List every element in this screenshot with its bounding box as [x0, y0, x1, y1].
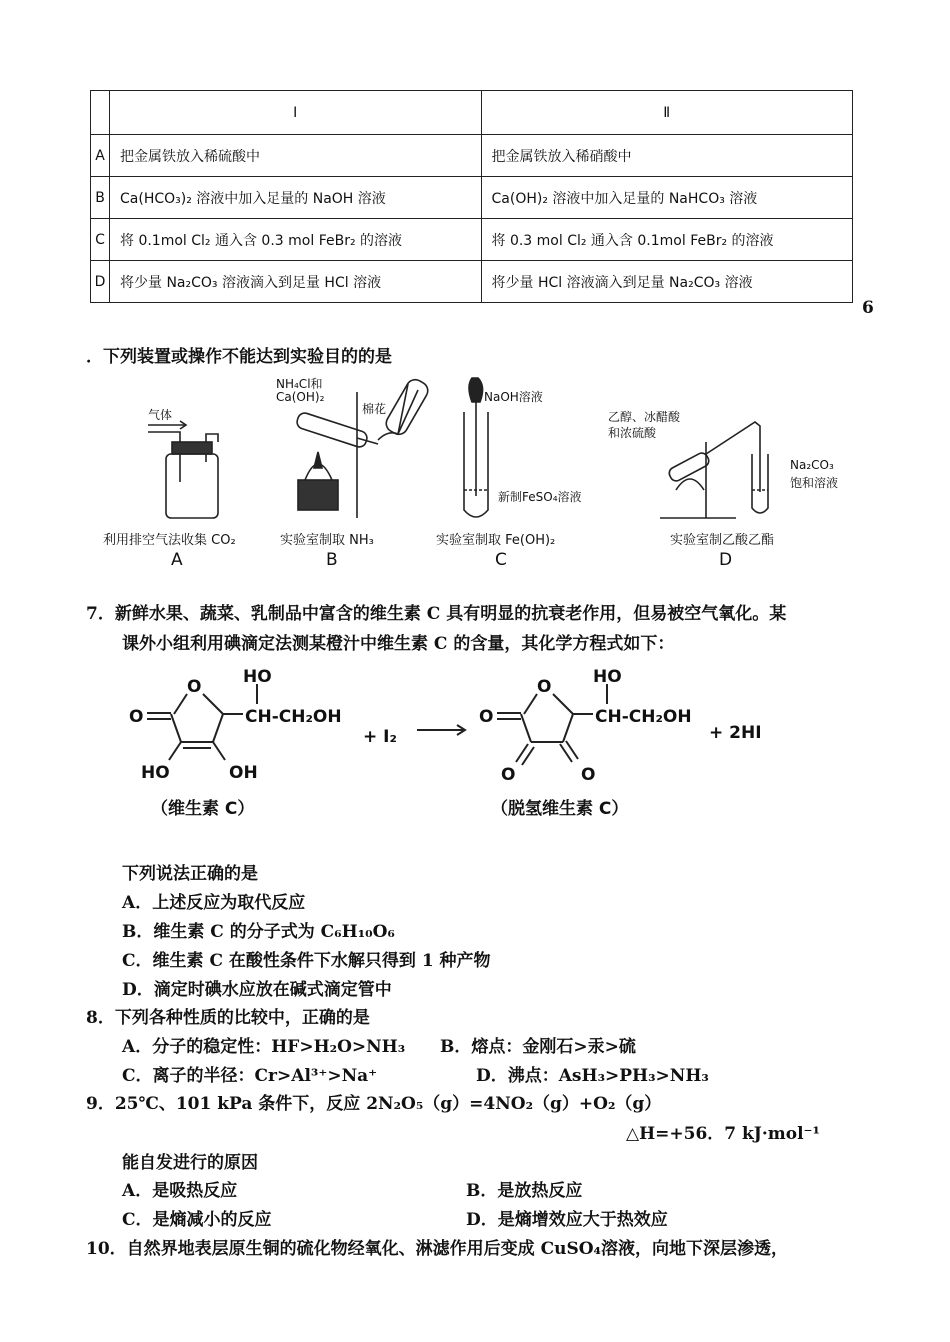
svg-text:O: O: [187, 677, 202, 697]
row-col1: Ca(HCO₃)₂ 溶液中加入足量的 NaOH 溶液: [110, 177, 482, 219]
letter-b: B: [326, 550, 338, 570]
q9-prompt: 能自发进行的原因: [122, 1153, 258, 1173]
letter-c: C: [495, 550, 507, 570]
svg-text:CH-CH₂OH: CH-CH₂OH: [245, 707, 342, 727]
label-nh4cl: NH₄Cl和: [276, 377, 323, 391]
label-feso4: 新制FeSO₄溶液: [498, 490, 582, 504]
svg-text:O: O: [501, 765, 516, 785]
label-na2co3: Na₂CO₃: [790, 458, 834, 472]
table-header-col2: Ⅱ: [481, 91, 853, 135]
svg-text:（维生素 C）: （维生素 C）: [151, 799, 255, 819]
svg-text:O: O: [479, 707, 494, 727]
table-header-row: [91, 91, 853, 135]
table-row: [91, 135, 853, 177]
table-row: [91, 261, 853, 303]
table-row: [91, 177, 853, 219]
q7-line2: 课外小组利用碘滴定法测某橙汁中维生素 C 的含量，其化学方程式如下：: [122, 634, 675, 654]
svg-text:+ I₂: + I₂: [363, 727, 397, 747]
svg-text:OH: OH: [229, 763, 258, 783]
row-col2: 将少量 HCl 溶液滴入到足量 Na₂CO₃ 溶液: [481, 261, 853, 303]
q6-apparatus-figure: [100, 372, 860, 522]
q8-option-a: A．分子的稳定性：HF>H₂O>NH₃: [122, 1037, 406, 1057]
caption-a: 利用排空气法收集 CO₂: [103, 533, 236, 548]
svg-text:O: O: [581, 765, 596, 785]
table-header-key: [91, 91, 110, 135]
q8-option-d: D．沸点：AsH₃>PH₃>NH₃: [476, 1066, 709, 1086]
q9-option-d: D．是熵增效应大于热效应: [466, 1210, 668, 1230]
ester-apparatus-icon: [660, 422, 768, 518]
svg-text:+ 2HI: + 2HI: [709, 723, 762, 743]
q6-stem: ．下列装置或操作不能达到实验目的的是: [86, 347, 392, 367]
svg-text:（脱氢维生素 C）: （脱氢维生素 C）: [491, 799, 629, 819]
q9-stem: 9．25℃、101 kPa 条件下，反应 2N₂O₅（g）=4NO₂（g）+O₂（g）: [86, 1094, 662, 1114]
row-col1: 将少量 Na₂CO₃ 溶液滴入到足量 HCl 溶液: [110, 261, 482, 303]
row-col2: 把金属铁放入稀硝酸中: [481, 135, 853, 177]
label-gas: 气体: [148, 408, 173, 422]
q7-option-d: D．滴定时碘水应放在碱式滴定管中: [122, 980, 392, 1000]
svg-text:CH-CH₂OH: CH-CH₂OH: [595, 707, 692, 727]
q9-option-a: A．是吸热反应: [122, 1181, 238, 1201]
q7-line1: 7．新鲜水果、蔬菜、乳制品中富含的维生素 C 具有明显的抗衰老作用，但易被空气氧化。某: [86, 604, 787, 624]
caption-d: 实验室制乙酸乙酯: [670, 533, 775, 548]
comparison-table: [90, 90, 853, 303]
q7-option-c: C．维生素 C 在酸性条件下水解只得到 1 种产物: [122, 951, 491, 971]
letter-a: A: [171, 550, 183, 570]
q9-option-b: B．是放热反应: [466, 1181, 583, 1201]
q10-stem: 10．自然界地表层原生铜的硫化物经氧化、淋滤作用后变成 CuSO₄溶液，向地下深层渗透，: [86, 1239, 788, 1259]
label-h2so4: 和浓硫酸: [608, 426, 657, 440]
page-number: 6: [862, 298, 874, 318]
caption-b: 实验室制取 NH₃: [280, 533, 374, 548]
label-saturated: 饱和溶液: [790, 476, 839, 490]
row-key: A: [91, 135, 110, 177]
row-key: C: [91, 219, 110, 261]
label-ethanol: 乙醇、冰醋酸: [608, 410, 681, 424]
q7-option-a: A．上述反应为取代反应: [122, 893, 306, 913]
label-naoh: NaOH溶液: [484, 390, 543, 404]
q7-reaction-equation: [125, 662, 785, 832]
q8-option-b: B．熔点：金刚石>汞>硫: [440, 1037, 636, 1057]
q9-option-c: C．是熵减小的反应: [122, 1210, 272, 1230]
label-caoh2: Ca(OH)₂: [276, 390, 325, 404]
svg-text:HO: HO: [141, 763, 170, 783]
gas-bottle-icon: [148, 421, 218, 518]
row-col1: 将 0.1mol Cl₂ 通入含 0.3 mol FeBr₂ 的溶液: [110, 219, 482, 261]
q8-option-c: C．离子的半径：Cr>Al³⁺>Na⁺: [122, 1066, 378, 1086]
svg-text:HO: HO: [593, 667, 622, 687]
row-col2: 将 0.3 mol Cl₂ 通入含 0.1mol FeBr₂ 的溶液: [481, 219, 853, 261]
letter-d: D: [719, 550, 733, 570]
row-col1: 把金属铁放入稀硫酸中: [110, 135, 482, 177]
q9-delta-h: △H=+56．7 kJ·mol⁻¹: [626, 1124, 820, 1144]
q7-option-b: B．维生素 C 的分子式为 C₆H₁₀O₆: [122, 922, 395, 942]
table-header-col1: Ⅰ: [110, 91, 482, 135]
label-cotton: 棉花: [362, 402, 387, 416]
table-row: [91, 219, 853, 261]
svg-text:O: O: [537, 677, 552, 697]
svg-text:HO: HO: [243, 667, 272, 687]
row-key: B: [91, 177, 110, 219]
svg-text:O: O: [129, 707, 144, 727]
row-key: D: [91, 261, 110, 303]
caption-c: 实验室制取 Fe(OH)₂: [436, 533, 556, 548]
q7-prompt: 下列说法正确的是: [122, 864, 258, 884]
q8-stem: 8．下列各种性质的比较中，正确的是: [86, 1008, 370, 1028]
row-col2: Ca(OH)₂ 溶液中加入足量的 NaHCO₃ 溶液: [481, 177, 853, 219]
